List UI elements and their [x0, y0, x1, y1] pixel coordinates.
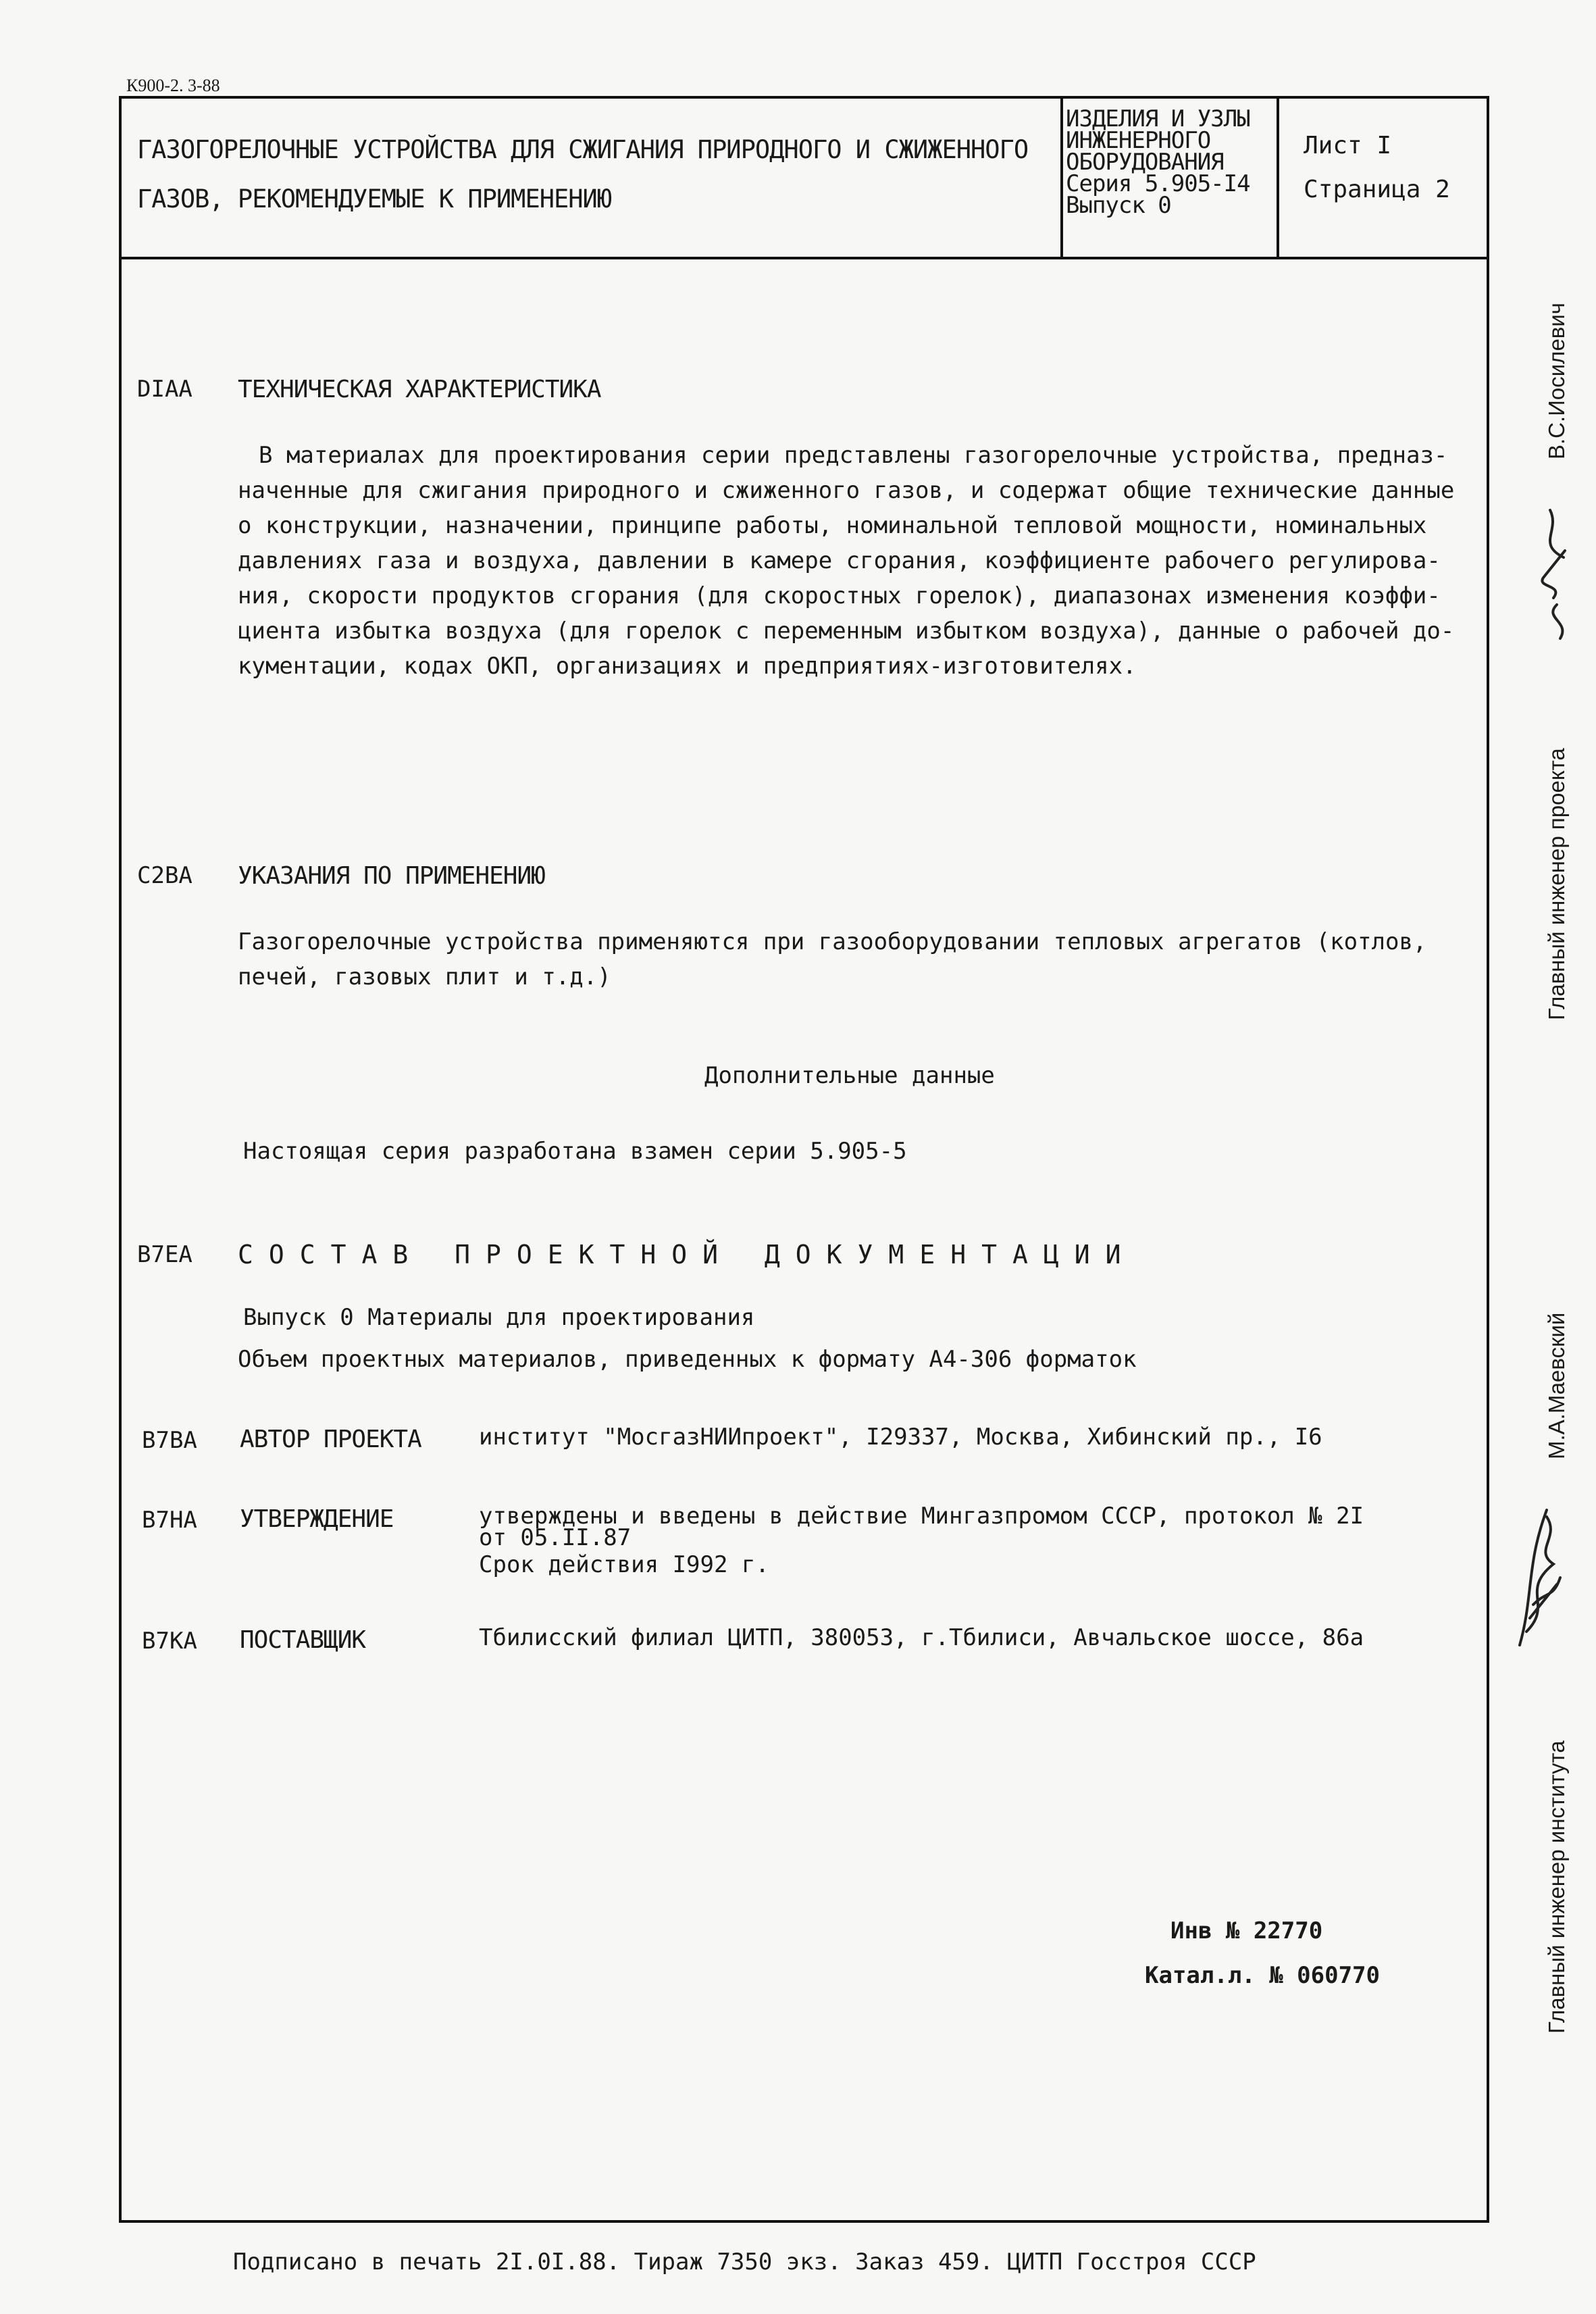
print-imprint: Подписано в печать 2I.0I.88. Тираж 7350 экз. Заказ 459. ЦИТП Госстроя СССР [233, 2248, 1256, 2275]
signature-chief-engineer [1523, 503, 1584, 645]
body-line: наченные для сжигания природного и сжиженного газов, и содержат общие технические данные [238, 477, 1455, 504]
chief-engineer-name: В.С.Иосилевич [1544, 303, 1569, 459]
header-divider [122, 257, 1487, 259]
page-number: Страница 2 [1304, 176, 1450, 203]
body-line: циента избытка воздуха (для горелок с переменным избытком воздуха), данные о рабочей до- [238, 618, 1455, 645]
additional-text: Настоящая серия разработана взамен серии 5.905-5 [243, 1138, 907, 1165]
form-code: К900-2. 3-88 [126, 76, 220, 95]
composition-line: Объем проектных материалов, приведенных к формату А4-306 форматок [238, 1346, 1137, 1373]
series-number: Серия 5.905-I4 [1066, 170, 1250, 197]
catalog-line: ОБОРУДОВАНИЯ [1066, 149, 1224, 176]
author-value: институт "МосгазНИИпроект", I29337, Москва, Хибинский пр., I6 [479, 1424, 1322, 1451]
supplier-value: Тбилисский филиал ЦИТП, 380053, г.Тбилиси, Авчальское шоссе, 86а [479, 1624, 1364, 1651]
issue-number: Выпуск 0 [1066, 192, 1171, 219]
composition-line: Выпуск 0 Материалы для проектирования [243, 1304, 755, 1331]
signature-institute-engineer [1506, 1496, 1574, 1652]
section-code: B7HA [142, 1507, 197, 1534]
header-column-divider [1060, 99, 1063, 257]
approval-validity: Срок действия I992 г. [479, 1551, 769, 1578]
section-heading: УКАЗАНИЯ ПО ПРИМЕНЕНИЮ [238, 862, 545, 890]
section-heading: СОСТАВ ПРОЕКТНОЙ ДОКУМЕНТАЦИИ [238, 1240, 1137, 1269]
document-title-line1: ГАЗОГОРЕЛОЧНЫЕ УСТРОЙСТВА ДЛЯ СЖИГАНИЯ ПРИРОДНОГО И СЖИЖЕННОГО [137, 135, 1029, 164]
section-code: C2BA [137, 862, 192, 889]
approval-date: от 05.II.87 [479, 1524, 632, 1551]
body-line: о конструкции, назначении, принципе работы, номинальной тепловой мощности, номинальных [238, 512, 1427, 539]
section-heading: ТЕХНИЧЕСКАЯ ХАРАКТЕРИСТИКА [238, 376, 601, 403]
body-line: ния, скорости продуктов сгорания (для скоростных горелок), диапазонах изменения коэффи- [238, 582, 1441, 609]
catalog-line: ИНЖЕНЕРНОГО [1066, 127, 1211, 154]
field-label: ПОСТАВЩИК [240, 1626, 366, 1654]
catalog-number: Катал.л. № 060770 [1145, 1962, 1380, 1989]
field-label: АВТОР ПРОЕКТА [240, 1426, 421, 1453]
section-code: DIAA [137, 376, 192, 403]
sheet-number: Лист I [1304, 132, 1392, 159]
section-code: B7BA [142, 1427, 197, 1454]
body-line: В материалах для проектирования серии представлены газогорелочные устройства, предназ- [259, 442, 1448, 469]
additional-heading: Дополнительные данные [704, 1062, 995, 1089]
body-line: давлениях газа и воздуха, давлении в камере сгорания, коэффициенте рабочего регулирова- [238, 547, 1441, 574]
chief-engineer-role: Главный инженер проекта [1544, 748, 1569, 1020]
field-label: УТВЕРЖДЕНИЕ [240, 1505, 394, 1533]
catalog-line: ИЗДЕЛИЯ И УЗЛЫ [1066, 105, 1250, 132]
inventory-number: Инв № 22770 [1170, 1917, 1323, 1944]
body-line: кументации, кодах ОКП, организациях и предприятиях-изготовителях. [238, 653, 1137, 680]
section-code: B7EA [137, 1241, 192, 1268]
approval-value: утверждены и введены в действие Мингазпромом СССР, протокол № 2I [479, 1503, 1364, 1530]
header-column-divider [1277, 99, 1279, 257]
institute-engineer-role: Главный инженер института [1544, 1740, 1569, 2034]
document-title-line2: ГАЗОВ, РЕКОМЕНДУЕМЫЕ К ПРИМЕНЕНИЮ [137, 184, 612, 213]
body-line: Газогорелочные устройства применяются при газооборудовании тепловых агрегатов (котлов, [238, 928, 1427, 955]
section-code: B7KA [142, 1628, 197, 1655]
institute-engineer-name: М.А.Маевский [1544, 1312, 1569, 1459]
body-line: печей, газовых плит и т.д.) [238, 963, 611, 990]
